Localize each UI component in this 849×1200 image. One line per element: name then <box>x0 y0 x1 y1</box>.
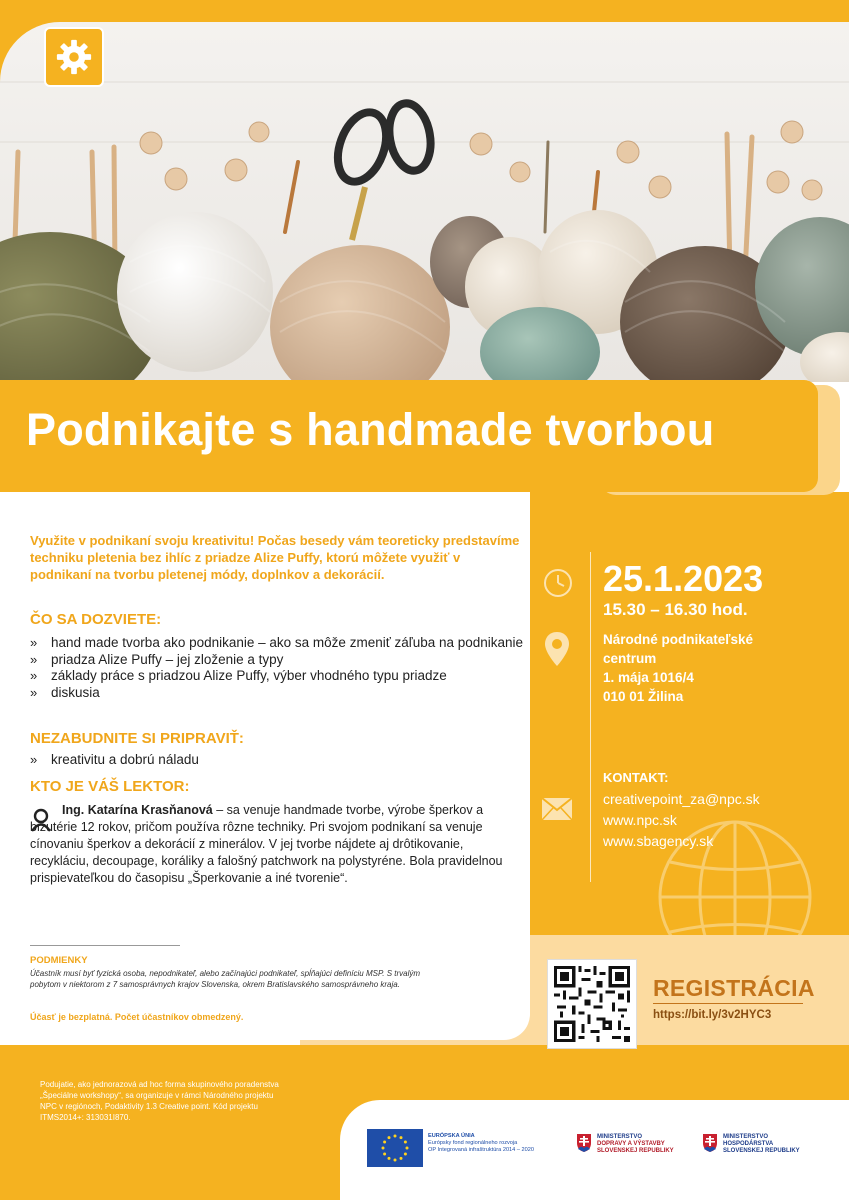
contact-heading: KONTAKT: <box>603 770 669 785</box>
location-pin-icon <box>543 630 571 668</box>
yarn-photo <box>0 22 849 382</box>
prepare-heading: NEZABUDNITE SI PRIPRAVIŤ: <box>30 730 244 747</box>
footer-note: Podujatie, ako jednorazová ad hoc forma skupinového poradenstva „Špeciálne workshopy“, sa organizuje v rámci Národného projektu NPC v regiónoch, Podaktivity 1.3 Creative point. Kód projektu ITMS2014+: 313031I870. <box>40 1080 279 1122</box>
conditions-note: Účasť je bezplatná. Počet účastníkov obmedzený. <box>30 1012 244 1022</box>
conditions-heading: PODMIENKY <box>30 955 88 966</box>
eu-caption: EURÓPSKA ÚNIA Európsky fond regionálneho rozvoja OP Integrovaná infraštruktúra 2014 – 2020 <box>428 1133 534 1153</box>
conditions-text: Účastník musí byť fyzická osoba, nepodnikateľ, alebo začínajúci podnikateľ, spĺňajúci definíciu MSP. S trvalým pobytom v niektorom z 7 samosprávnych krajov Slovenska, okrem Bratislavského samosprávneho kraja. <box>30 969 421 989</box>
lecturer-bio <box>30 802 520 887</box>
ministry-transport-caption: MINISTERSTVO DOPRAVY A VÝSTAVBY SLOVENSKEJ REPUBLIKY <box>597 1134 674 1154</box>
slovak-crest-icon <box>576 1133 592 1153</box>
lecturer-heading: KTO JE VÁŠ LEKTOR: <box>30 778 190 795</box>
qr-code[interactable] <box>547 959 637 1049</box>
registration-underline <box>653 1003 803 1004</box>
contact-web-npc[interactable]: www.npc.sk <box>603 812 677 828</box>
learn-heading: ČO SA DOZVIETE: <box>30 611 162 628</box>
gear-icon <box>55 38 93 76</box>
ministry-economy-caption: MINISTERSTVO HOSPODÁRSTVA SLOVENSKEJ REPUBLIKY <box>723 1134 800 1154</box>
event-place: Národné podnikateľské centrum 1. mája 1016/4 010 01 Žilina <box>603 632 753 704</box>
slovak-crest-icon <box>702 1133 718 1153</box>
registration-title: REGISTRÁCIA <box>653 975 815 1001</box>
eu-flag-logo <box>367 1129 423 1167</box>
envelope-icon <box>541 797 573 821</box>
event-time: 15.30 – 16.30 hod. <box>603 600 748 619</box>
intro-text: Využite v podnikaní svoju kreativitu! Počas besedy vám teoreticky predstavíme techniku pletenia bez ihlíc z priadze Alize Puffy, ktorú môžete využiť v podnikaní na tvorbu pletenej módy, doplnkov a dekorácií. <box>30 533 520 582</box>
list-item: » hand made tvorba ako podnikanie – ako sa môže zmeniť záľuba na podnikanie <box>30 635 524 650</box>
registration-link[interactable]: https://bit.ly/3v2HYC3 <box>653 1009 772 1021</box>
list-item: » kreativitu a dobrú náladu <box>30 752 199 767</box>
clock-icon <box>542 567 574 599</box>
gear-logo <box>44 27 104 87</box>
lecturer-name: Ing. Katarína Krasňanová <box>62 803 213 817</box>
lecturer-description: – sa venuje handmade tvorbe, výrobe šperkov a bižutérie 12 rokov, pričom používa rôzne techniky. Pri svojom podnikaní sa venuje cínovaniu šperkov a dekorácií z minerálov. V jej tvorbe nájdete aj drôtikovanie, recykláciu, decoupage, koráliky a falošný patchwork na polystyréne. Bola pravidelnou prispievateľkou do časopisu „Šperkovanie a iné tvorenie“. <box>30 803 503 885</box>
page-title: Podnikajte s handmade tvorbou <box>26 404 715 455</box>
list-item: » priadza Alize Puffy – jej zloženie a typy <box>30 651 284 667</box>
list-item: » diskusia <box>30 684 100 700</box>
list-item: » základy práce s priadzou Alize Puffy, výber vhodného typu priadze <box>30 668 447 683</box>
contact-web-sbagency[interactable]: www.sbagency.sk <box>603 833 714 849</box>
event-date: 25.1.2023 <box>603 558 764 599</box>
divider <box>30 945 180 946</box>
prepare-list <box>30 752 525 769</box>
vertical-divider <box>590 552 591 882</box>
contact-email[interactable]: creativepoint_za@npc.sk <box>603 791 760 807</box>
learn-list <box>30 635 525 701</box>
title-band <box>0 380 818 492</box>
